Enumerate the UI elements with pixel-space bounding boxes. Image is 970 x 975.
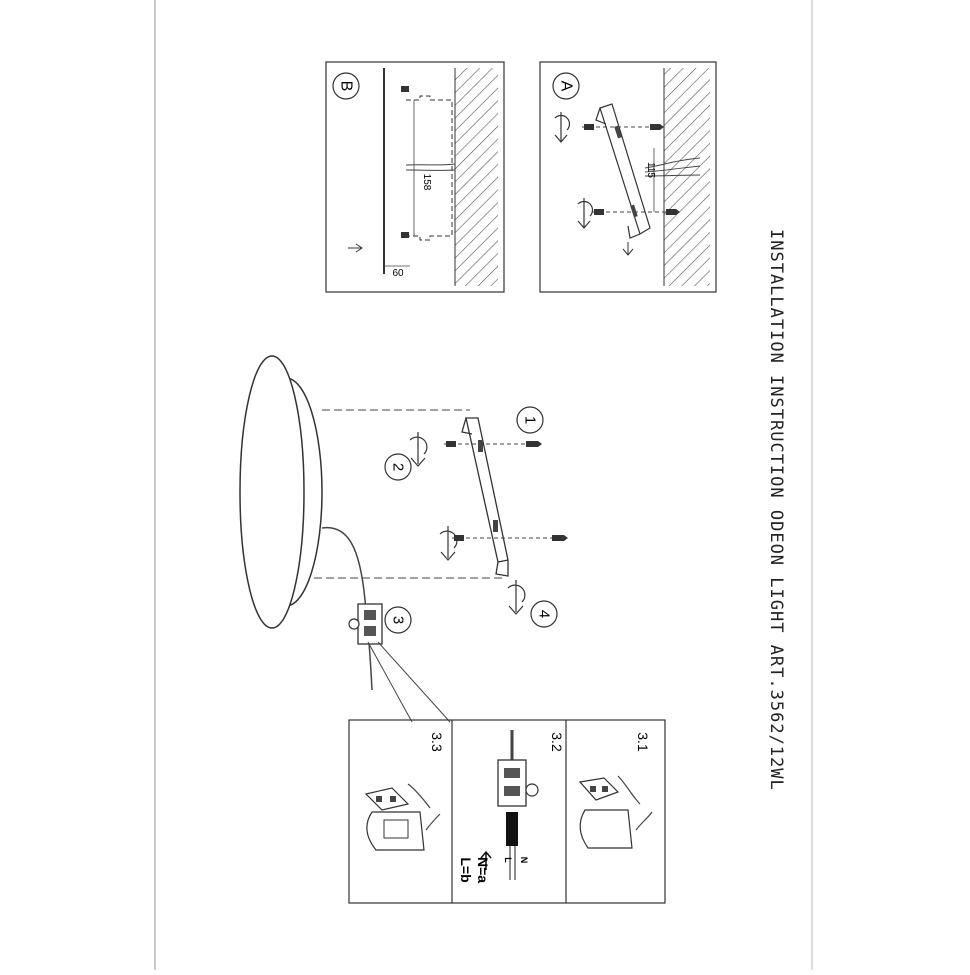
screwdriver-icon [410,432,427,466]
mounting-bracket [462,418,508,576]
panel-b-dim-height: 158 [421,173,432,191]
step-2: 2 [389,462,407,472]
inset-3-2-label: 3.2 [549,732,565,752]
terminal-block [366,788,408,810]
cover-plate [580,810,632,848]
screwdriver-icon [440,526,457,560]
insets [349,720,665,903]
mounting-bracket [596,104,650,238]
main-assembly [240,356,568,722]
direction-arrow-icon [348,244,362,252]
screwdriver-icon [555,112,569,142]
inset-3-1 [580,732,652,848]
panel-a [540,62,716,292]
step-1: 1 [521,415,539,425]
panel-a-letter: A [557,80,575,92]
terminal-block [580,778,618,800]
inset-3-2 [458,730,565,883]
panel-a-dim: 115 [645,162,656,178]
fixture-body [406,96,452,240]
page-title: INSTALLATION INSTRUCTION ODEON LIGHT ART.3562/12WL [766,229,786,791]
wall-hatch [664,68,710,286]
panel-b-letter: B [337,80,355,92]
screwdriver-icon [578,198,592,228]
legend-n: N=a [475,856,491,884]
panel-b [326,62,504,292]
lamp-disc-front [240,356,304,628]
mains-cable [506,812,518,846]
wire-l-label: L [503,857,513,863]
wire-n-label: N [519,856,529,864]
terminal-block [349,604,382,644]
inset-3-3-label: 3.3 [429,732,445,752]
mains-wires [406,164,455,170]
step-3: 3 [389,615,407,625]
direction-arrow-icon [623,242,633,255]
inset-3-3 [366,732,445,850]
legend-l: L=b [458,857,474,883]
terminal-block [498,760,526,806]
screwdriver-icon [508,580,525,614]
wall-hatch [455,68,498,286]
screw-icon [401,86,409,238]
panel-b-dim-depth: 60 [392,268,404,279]
step-4: 4 [535,609,553,619]
inset-3-1-label: 3.1 [635,732,651,752]
